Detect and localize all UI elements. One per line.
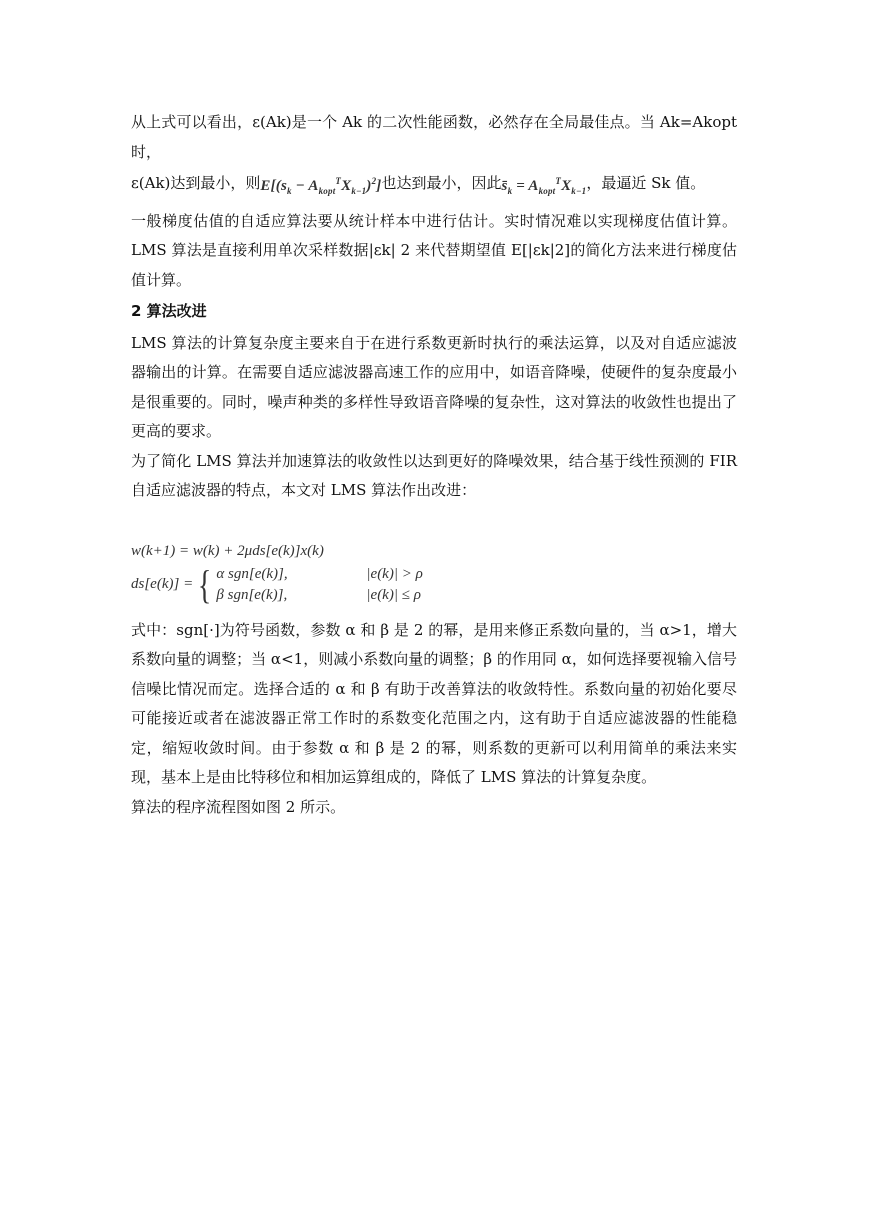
case-2-expression: β sgn[e(k)],	[216, 586, 288, 603]
paragraph-1-text-a: ε(Ak)达到最小，则	[131, 174, 261, 192]
equation-sign-function	[131, 561, 737, 607]
paragraph-2: 一般梯度估值的自适应算法要从统计样本中进行估计。实时情况难以实现梯度估值计算。LMS 算法是直接利用单次采样数据|εk| 2 来代替期望值 E[|εk|2]的简化方法来进行梯度估值计算。	[131, 211, 737, 289]
case-2-condition: |e(k)| ≤ ρ	[366, 586, 421, 603]
equation-cases	[216, 564, 486, 606]
paragraph-5: 式中：sgn[·]为符号函数，参数 α 和 β 是 2 的幂，是用来修正系数向量的，当 α>1，增大系数向量的调整；当 α<1，则减小系数向量的调整；β 的作用同 α，如何选择要视输入信号信噪比情况而定。选择合适的 α 和 β 有助于改善算法的收敛特性。系数向量的初始化要尽可能接近或者在滤波器正常工作时的系数变化范围之内，这有助于自适应滤波器的性能稳定，缩短收敛时间。由于参数 α 和 β 是 2 的幂，则系数的更新可以利用简单的乘法来实现，基本上是由比特移位和相加运算组成的，降低了 LMS 算法的计算复杂度。	[131, 620, 737, 786]
equation-weight-update-text: w(k+1) = w(k) + 2μds[e(k)]x(k)	[131, 542, 324, 559]
paragraph-6: 算法的程序流程图如图 2 所示。	[131, 797, 346, 816]
paragraph-3: LMS 算法的计算复杂度主要来自于在进行系数更新时执行的乘法运算，以及对自适应滤波器输出的计算。在需要自适应滤波器高速工作的应用中，如语音降噪，使硬件的复杂度最小是很重要的。同时，噪声种类的多样性导致语音降噪的复杂性，这对算法的收敛性也提出了更高的要求。	[131, 333, 737, 440]
equation-weight-update	[131, 540, 737, 562]
document-body	[131, 108, 737, 822]
inline-equation-estimate: $s̄_k = A_{kopt}^TX_{k-1}$	[501, 176, 587, 196]
case-1-condition: |e(k)| > ρ	[366, 565, 423, 582]
paragraph-4: 为了简化 LMS 算法并加速算法的收敛性以达到更好的降噪效果，结合基于线性预测的 FIR 自适应滤波器的特点，本文对 LMS 算法作出改进：	[131, 451, 737, 499]
paragraph-1-text-b: 也达到最小，因此	[381, 174, 502, 192]
section-heading: 2 算法改进	[131, 302, 207, 320]
inline-equation-expectation: $E[(s_k - A_{kopt}^TX_{k-1})^2]$	[260, 176, 382, 196]
case-1-expression: α sgn[e(k)],	[216, 565, 288, 582]
paragraph-1-line-1: 从上式可以看出，ε(Ak)是一个 Ak 的二次性能函数，必然存在全局最佳点。当 Ak=Akopt 时，	[131, 113, 737, 161]
equation-brace: {	[198, 561, 212, 607]
paragraph-1	[131, 108, 737, 207]
paragraph-1-text-c: ，最逼近 Sk 值。	[586, 174, 706, 192]
equation-sign-lhs: ds[e(k)] =	[131, 575, 194, 592]
